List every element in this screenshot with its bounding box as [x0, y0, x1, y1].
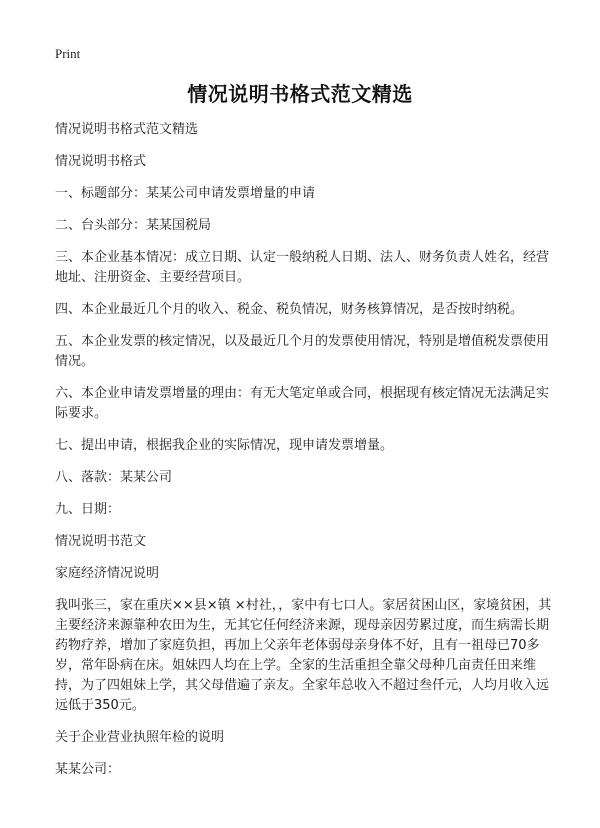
- item-7-paragraph: 七、提出申请，根据我企业的实际情况，现申请发票增量。: [55, 438, 394, 453]
- item-5-paragraph: 五、本企业发票的核定情况，以及最近几个月的发票使用情况，特别是增值税发票使用情况。: [55, 334, 550, 369]
- document-body: [55, 120, 555, 792]
- section-heading: 情况说明书格式: [55, 154, 147, 169]
- example-heading: 情况说明书范文: [55, 534, 147, 549]
- example-body-paragraph: 我叫张三，家在重庆××县×镇 ×村社，，家中有七口人。家居贫困山区，家境贫困，其主要经济来源靠种农田为生，无其它任何经济来源，现母亲因劳累过度，而生病需长期药物疗养，增加了家庭负担，再加上父亲年老体弱母亲身体不好，且有一祖母已70多岁，常年卧病在床。姐妹四人均在上学。全家的生活重担全靠父母种几亩责任田来维持，为了四姐妹上学，其父母借遍了亲友。全家年总收入不超过叁仟元，人均月收入远远低于350元。: [55, 598, 552, 713]
- example-title: 家庭经济情况说明: [55, 566, 160, 581]
- subtitle-paragraph: 情况说明书格式范文精选: [55, 122, 199, 137]
- item-8-paragraph: 八、落款：某某公司: [55, 470, 173, 485]
- item-4-paragraph: 四、本企业最近几个月的收入、税金、税负情况，财务核算情况，是否按时纳税。: [55, 302, 524, 317]
- item-9-paragraph: 九、日期：: [55, 502, 121, 517]
- item-6-paragraph: 六、本企业申请发票增量的理由：有无大笔定单或合同，根据现有核定情况无法满足实际要求。: [55, 386, 550, 421]
- item-1-paragraph: 一、标题部分：某某公司申请发票增量的申请: [55, 186, 316, 201]
- item-2-paragraph: 二、台头部分：某某国税局: [55, 218, 212, 233]
- print-label: Print: [55, 46, 81, 61]
- salutation-paragraph: 某某公司：: [55, 762, 121, 777]
- item-3-paragraph: 三、本企业基本情况：成立日期、认定一般纳税人日期、法人、财务负责人姓名，经营地址、注册资金、主要经营项目。: [55, 250, 550, 285]
- page-title: 情况说明书格式范文精选: [187, 82, 413, 106]
- license-heading: 关于企业营业执照年检的说明: [55, 730, 225, 745]
